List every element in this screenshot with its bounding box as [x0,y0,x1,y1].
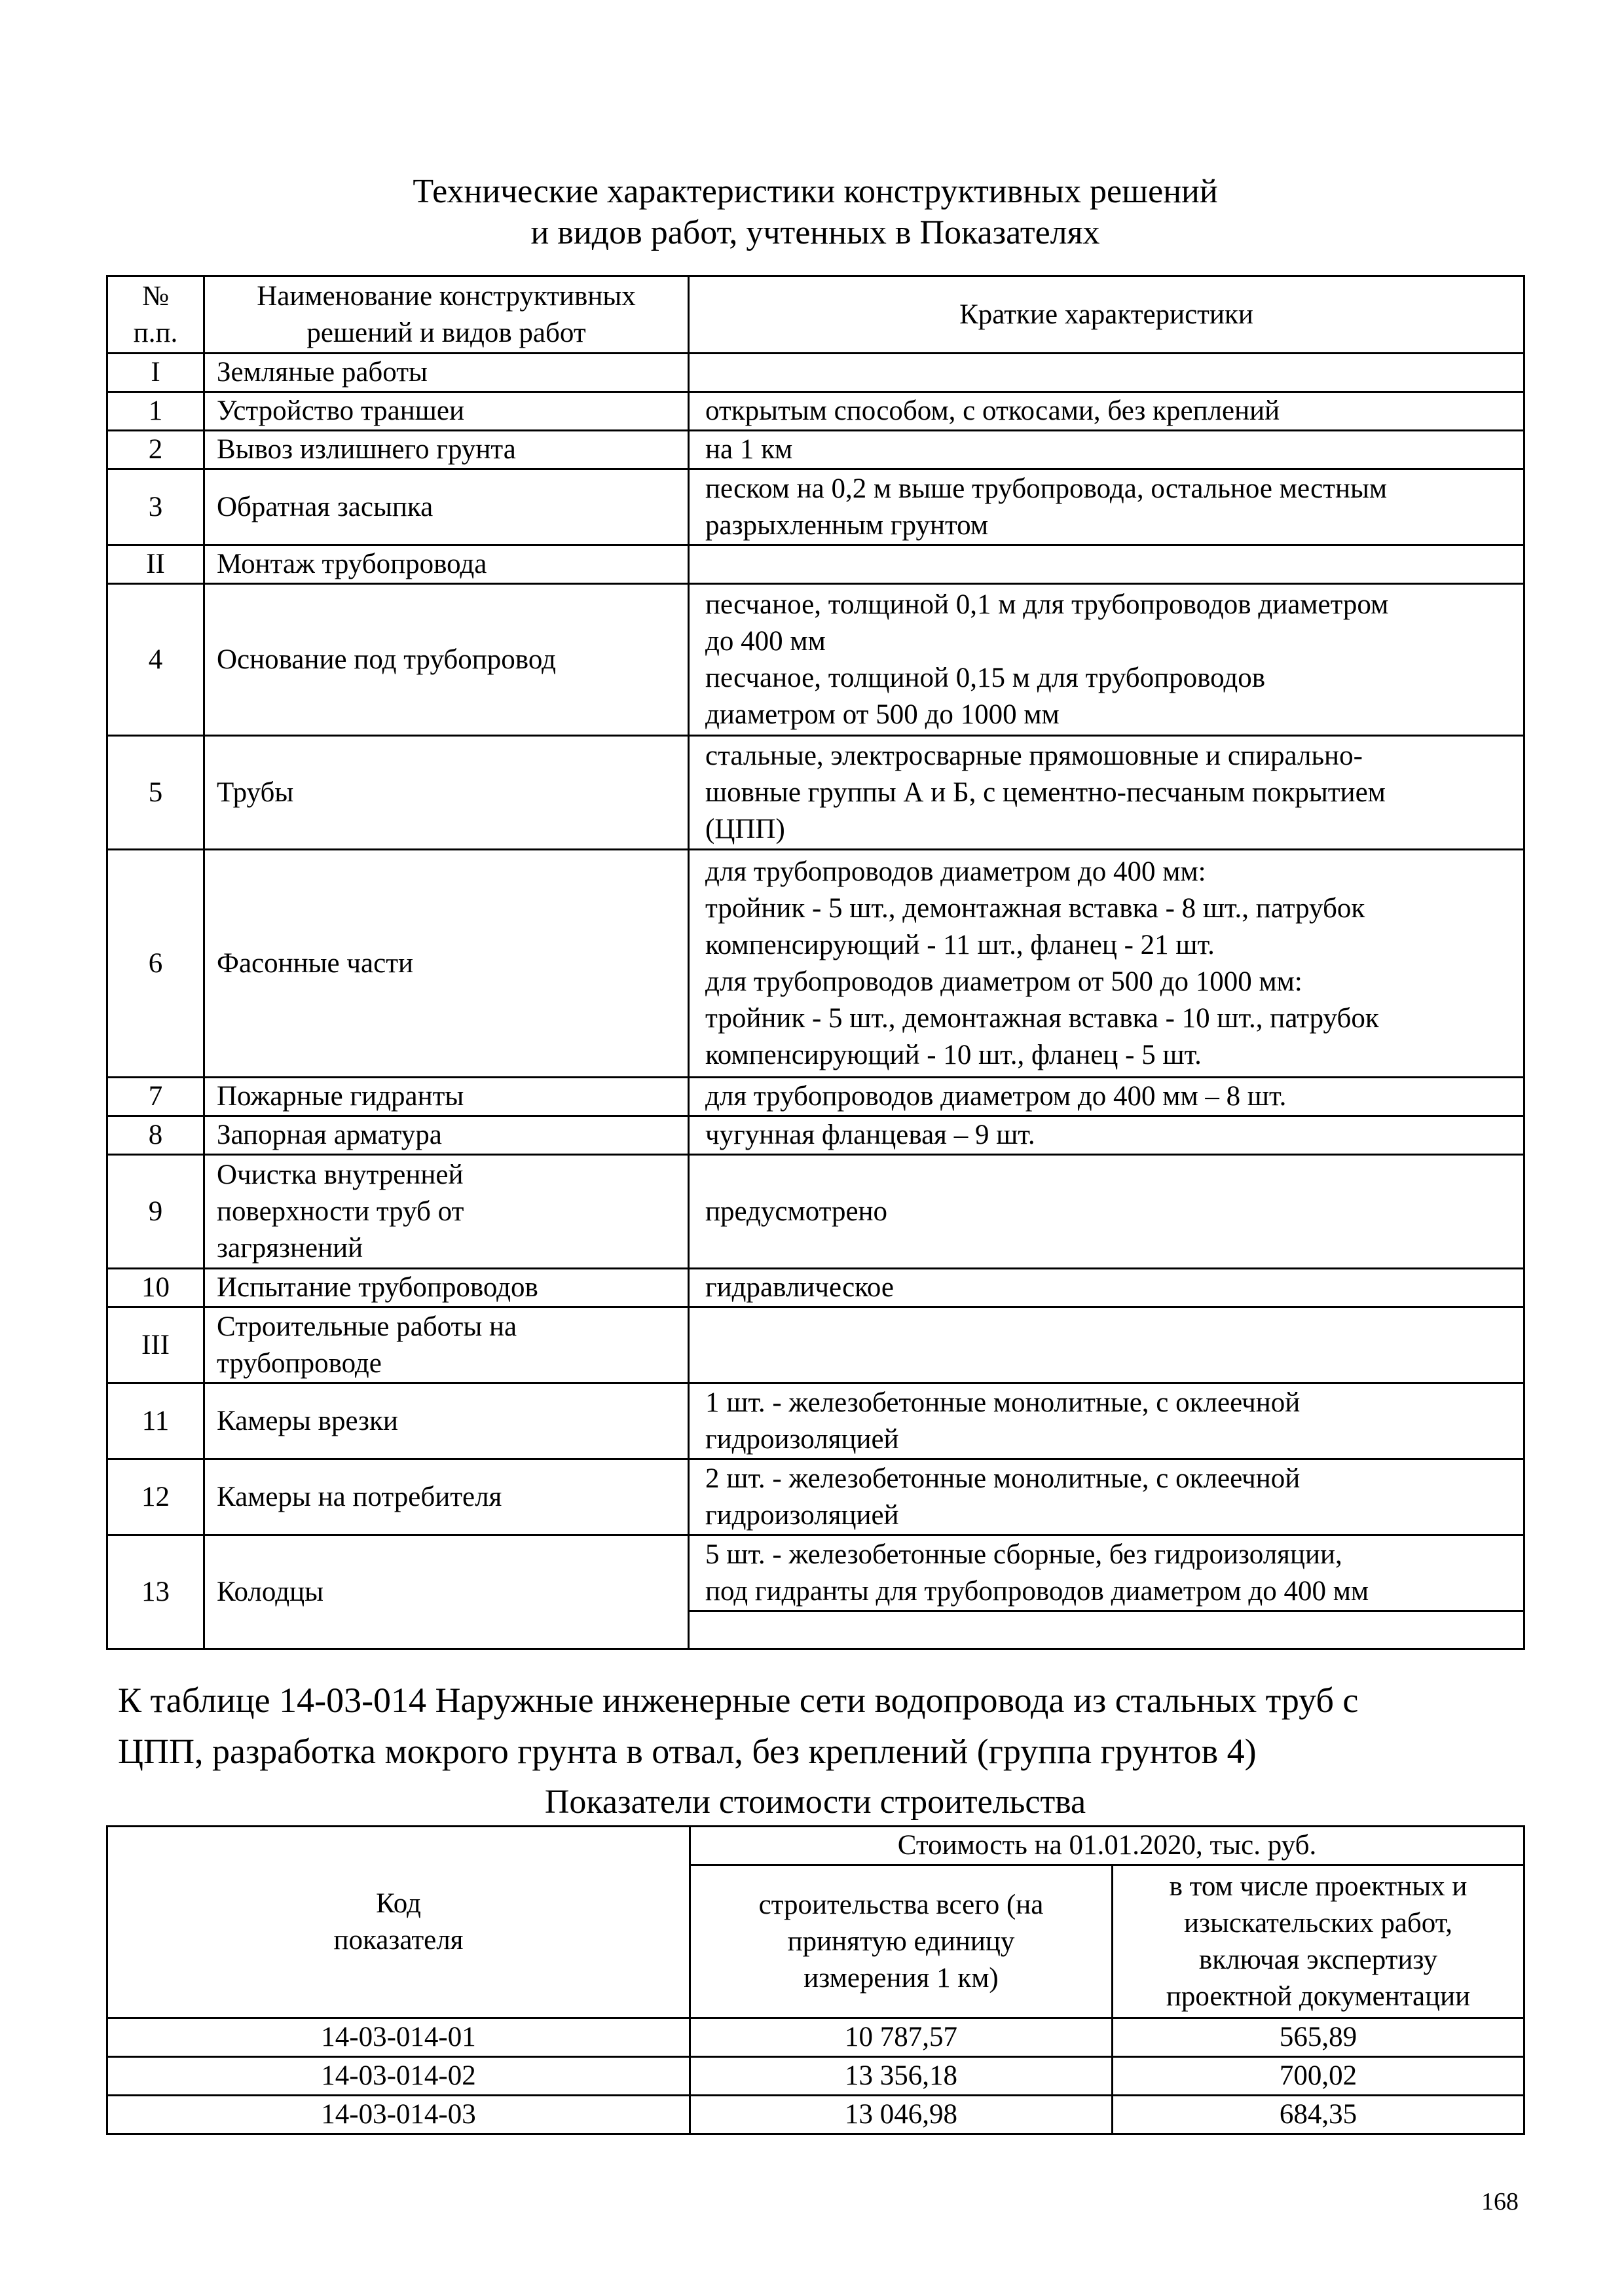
cost-indicators-table [106,1825,1525,2135]
name-column-header [204,276,689,354]
characteristics-line: гидроизоляцией [705,1499,899,1531]
work-name-line: Камеры на потребителя [217,1481,502,1512]
work-name [204,1078,689,1116]
work-name [204,1269,689,1307]
characteristics-line: песком на 0,2 м выше трубопровода, остальное местным [705,473,1388,504]
characteristics-line: для трубопроводов диаметром от 500 до 1000 мм: [705,966,1302,997]
work-name-line: Испытание трубопроводов [217,1272,538,1303]
characteristics-line: компенсирующий - 10 шт., фланец - 5 шт. [705,1039,1202,1070]
characteristics-line: (ЦПП) [705,813,785,845]
work-name-line: Запорная арматура [217,1120,442,1150]
cost-table-body [107,2018,1524,2134]
cost-section-title: Показатели стоимости строительства [544,1783,1086,1821]
table-row [107,2096,1524,2134]
work-name [204,850,689,1078]
total-cost-header [690,1865,1113,2018]
design-header-line: включая экспертизу [1198,1944,1438,1975]
characteristics-line: для трубопроводов диаметром до 400 мм: [705,856,1206,887]
characteristics [689,1459,1524,1535]
row-number: III [107,1307,204,1383]
characteristics [689,354,1524,392]
table-row [107,545,1524,584]
tech-table-body [107,354,1524,1649]
work-name [204,354,689,392]
work-name-line: поверхности труб от [217,1195,464,1227]
table-row [107,736,1524,850]
work-name [204,1307,689,1383]
cost-total-cell: 13 356,18 [690,2057,1113,2096]
characteristics-line: под гидранты для трубопроводов диаметром до 400 мм [705,1575,1369,1607]
code-header-line1: Код [376,1888,421,1919]
characteristics-line: тройник - 5 шт., демонтажная вставка - 10 шт., патрубок [705,1002,1379,1034]
work-name [204,469,689,545]
characteristics [689,545,1524,584]
row-number: 13 [107,1535,204,1649]
code-header-line2: показателя [333,1925,464,1956]
row-number: 11 [107,1383,204,1459]
work-name [204,1535,689,1649]
characteristics-line: шовные группы А и Б, с цементно-песчаным покрытием [705,776,1386,808]
characteristics [689,431,1524,469]
table-row [107,431,1524,469]
table-row [107,2057,1524,2096]
table-row [107,392,1524,431]
characteristics-line: гидроизоляцией [705,1423,899,1455]
work-name-line: Пожарные гидранты [217,1081,464,1112]
row-number: 12 [107,1459,204,1535]
table-row [107,1116,1524,1155]
characteristics-line: 5 шт. - железобетонные сборные, без гидроизоляции, [705,1539,1342,1570]
document-title-line2: и видов работ, учтенных в Показателях [530,214,1100,251]
table-row [107,850,1524,1078]
cost-design-cell: 565,89 [1113,2018,1524,2057]
empty-cell [689,1611,1524,1649]
work-name [204,431,689,469]
cost-total-cell: 13 046,98 [690,2096,1113,2134]
work-name-line: Камеры врезки [217,1405,398,1436]
characteristics [689,850,1524,1078]
characteristics-line: чугунная фланцевая – 9 шт. [705,1120,1035,1150]
characteristics [689,392,1524,431]
table-row [107,1383,1524,1459]
characteristics-line: диаметром от 500 до 1000 мм [705,699,1060,730]
work-name-line: Основание под трубопровод [217,644,556,675]
row-number: 9 [107,1155,204,1269]
tech-table-header-row [107,276,1524,354]
total-header-line: принятую единицу [787,1925,1015,1957]
row-number: II [107,545,204,584]
name-header-line2: решений и видов работ [306,317,586,348]
characteristics-line: тройник - 5 шт., демонтажная вставка - 8 шт., патрубок [705,892,1365,924]
characteristics [689,469,1524,545]
design-header-line: в том числе проектных и [1169,1870,1467,1902]
characteristics-line: до 400 мм [705,625,826,657]
work-name [204,1155,689,1269]
characteristics-line: разрыхленным грунтом [705,509,989,541]
row-number: I [107,354,204,392]
cost-code-cell: 14-03-014-02 [107,2057,690,2096]
work-name [204,1383,689,1459]
work-name [204,1459,689,1535]
cost-group-header: Стоимость на 01.01.2020, тыс. руб. [690,1827,1524,1865]
work-name [204,584,689,736]
characteristics [689,1269,1524,1307]
table-row [107,469,1524,545]
work-name-line: Строительные работы на [217,1311,517,1342]
design-header-line: изыскательских работ, [1183,1907,1453,1939]
row-number: 8 [107,1116,204,1155]
work-name [204,736,689,850]
table-row [107,1155,1524,1269]
characteristics-line: компенсирующий - 11 шт., фланец - 21 шт. [705,929,1215,960]
cost-code-cell: 14-03-014-01 [107,2018,690,2057]
total-header-line: измерения 1 км) [803,1962,999,1994]
tech-characteristics-table [106,275,1525,1650]
table-caption-line2: ЦПП, разработка мокрого грунта в отвал, без креплений (группа грунтов 4) [118,1732,1257,1771]
characteristics [689,1078,1524,1116]
characteristics-line: открытым способом, с откосами, без креплений [705,395,1280,426]
row-number: 5 [107,736,204,850]
total-header-line: строительства всего (на [758,1889,1044,1920]
cost-total-cell: 10 787,57 [690,2018,1113,2057]
characteristics [689,1307,1524,1383]
design-header-line: проектной документации [1166,1980,1471,2012]
characteristics [689,736,1524,850]
row-number: 7 [107,1078,204,1116]
work-name-line: Вывоз излишнего грунта [217,434,516,465]
code-column-header [107,1827,690,2018]
characteristics [689,1155,1524,1269]
work-name-line: Земляные работы [217,357,428,388]
characteristics-line: для трубопроводов диаметром до 400 мм – 8 шт. [705,1081,1287,1112]
work-name-line: Монтаж трубопровода [217,549,487,579]
page-number: 168 [1481,2188,1519,2215]
work-name-line: Фасонные части [217,947,413,979]
row-number: 4 [107,584,204,736]
row-number: 2 [107,431,204,469]
cost-design-cell: 700,02 [1113,2057,1524,2096]
table-row [107,354,1524,392]
num-header-line1: № [141,280,170,312]
table-caption-line1: К таблице 14-03-014 Наружные инженерные сети водопровода из стальных труб с [118,1681,1359,1720]
row-number: 10 [107,1269,204,1307]
table-row [107,1535,1524,1611]
characteristics-line: песчаное, толщиной 0,1 м для трубопроводов диаметром [705,589,1389,620]
work-name-line: Обратная засыпка [217,491,434,522]
row-number: 1 [107,392,204,431]
characteristics-line: гидравлическое [705,1272,895,1303]
table-row [107,2018,1524,2057]
work-name-line: Устройство траншеи [217,395,464,426]
cost-design-cell: 684,35 [1113,2096,1524,2134]
row-number: 6 [107,850,204,1078]
characteristics-line: предусмотрено [705,1195,888,1227]
characteristics-line: стальные, электросварные прямошовные и спирально- [705,740,1363,771]
table-row [107,1307,1524,1383]
characteristics [689,584,1524,736]
table-row [107,1459,1524,1535]
characteristics-line: песчаное, толщиной 0,15 м для трубопроводов [705,662,1266,693]
work-name-line: Очистка внутренней [217,1159,464,1190]
cost-header-row-1 [107,1827,1524,1865]
characteristics [689,1535,1524,1611]
num-header-line2: п.п. [133,317,178,348]
name-header-line1: Наименование конструктивных [257,280,636,312]
design-cost-header [1113,1865,1524,2018]
table-row [107,1078,1524,1116]
work-name-line: трубопроводе [217,1347,382,1379]
characteristics-column-header: Краткие характеристики [689,276,1524,354]
characteristics-line: 2 шт. - железобетонные монолитные, с оклеечной [705,1463,1301,1494]
characteristics [689,1383,1524,1459]
table-row [107,1269,1524,1307]
work-name [204,545,689,584]
work-name-line: загрязнений [217,1232,363,1264]
work-name-line: Колодцы [217,1576,323,1607]
row-number: 3 [107,469,204,545]
characteristics-line: на 1 км [705,434,793,465]
work-name-line: Трубы [217,776,294,808]
table-row [107,584,1524,736]
work-name [204,392,689,431]
work-name [204,1116,689,1155]
characteristics-line: 1 шт. - железобетонные монолитные, с оклеечной [705,1387,1301,1418]
characteristics [689,1116,1524,1155]
cost-code-cell: 14-03-014-03 [107,2096,690,2134]
num-column-header [107,276,204,354]
document-title-line1: Технические характеристики конструктивных решений [413,173,1218,210]
